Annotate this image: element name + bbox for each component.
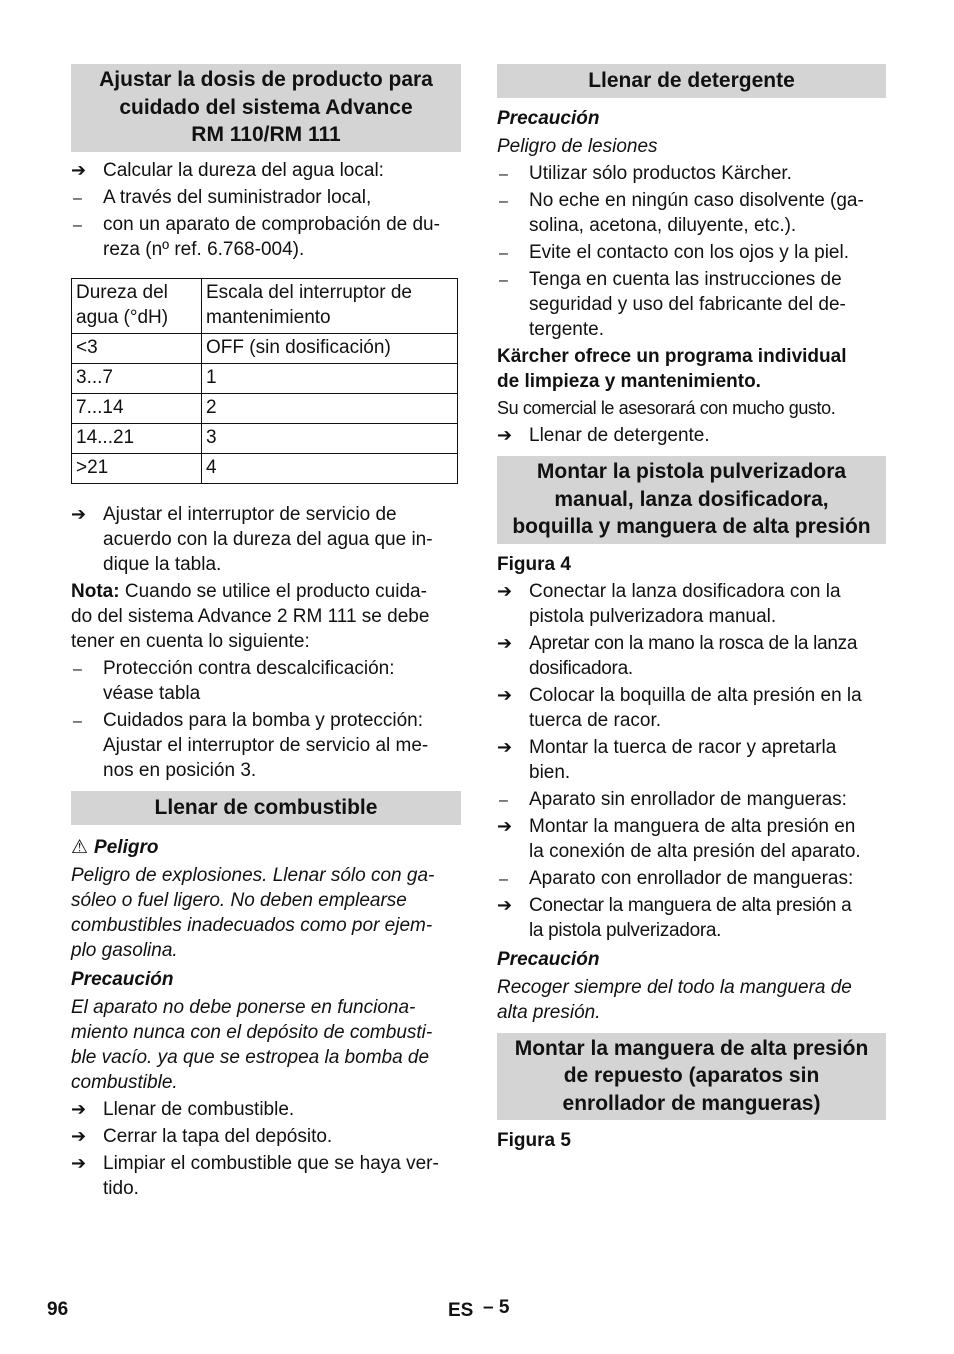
arrow-icon: ➔ (497, 684, 513, 705)
list-item: – Tenga en cuenta las instrucciones de seguridad y uso del fabricante del de- tergente. (499, 269, 846, 340)
table-header-row (72, 278, 458, 333)
arrow-icon: ➔ (497, 425, 513, 445)
language-code: ES (448, 1300, 474, 1321)
page-number: 96 (47, 1299, 69, 1320)
offer-bold-text: Kärcher ofrece un programa individual de limpieza y mantenimiento. (497, 346, 847, 392)
table-row (72, 423, 458, 453)
warning-triangle-icon: ⚠ (71, 836, 89, 858)
list-item: ➔ Cerrar la tapa del depósito. (71, 1125, 333, 1147)
heading-mount-gun: Montar la pistola pulverizadora manual, lanza dosificadora, boquilla y manguera de alta presión (497, 456, 886, 544)
mount-steps-list (497, 579, 886, 943)
arrow-icon: ➔ (71, 1098, 87, 1119)
list-item: ➔ Conectar la lanza dosificadora con la pistola pulverizadora manual. (497, 580, 841, 627)
dash-icon: – (73, 216, 82, 234)
caution-label: Precaución (71, 968, 174, 990)
dash-icon: – (499, 791, 508, 809)
arrow-icon: ➔ (497, 580, 513, 601)
dash-icon: – (499, 272, 508, 289)
right-column (497, 64, 886, 1155)
table-row (72, 453, 458, 483)
list-item: ➔ Llenar de detergente. (497, 425, 710, 446)
list-item: ➔ Colocar la boquilla de alta presión en la tuerca de racor. (497, 684, 862, 731)
list-item: ➔ Conectar la manguera de alta presión a la pistola pulverizadora. (497, 894, 852, 941)
heading-adjust-dose: Ajustar la dosis de producto para cuidado del sistema Advance RM 110/RM 111 (71, 64, 461, 152)
caution-text: El aparato no debe ponerse en funciona- miento nunca con el depósito de combusti- ble vacío. ya que se estropea la bomba de combustible. (71, 996, 433, 1093)
table-cell: 2 (202, 393, 458, 423)
list-item: – Aparato con enrollador de mangueras: (497, 866, 886, 891)
dash-icon: – (499, 193, 508, 210)
heading-mount-spare-hose: Montar la manguera de alta presión de repuesto (aparatos sin enrollador de mangueras) (497, 1033, 886, 1121)
dash-icon: – (499, 870, 508, 888)
table-cell: 14...21 (72, 423, 202, 453)
list-item: ➔ Calcular la dureza del agua local: (71, 159, 384, 181)
heading-fill-fuel: Llenar de combustible (71, 791, 461, 825)
table-cell: 1 (202, 363, 458, 393)
arrow-icon: ➔ (71, 1152, 87, 1173)
dash-icon: – (499, 166, 508, 183)
list-item: ➔ Apretar con la mano la rosca de la lanza dosificadora. (497, 632, 858, 679)
figure-4-label: Figura 4 (497, 553, 571, 575)
list-item: – A través del suministrador local, (71, 185, 461, 210)
table-cell: OFF (sin dosificación) (202, 333, 458, 363)
list-item: – Utilizar sólo productos Kärcher. (497, 161, 886, 186)
list-item: – Evite el contacto con los ojos y la piel. (497, 240, 886, 265)
list-item: – Cuidados para la bomba y protección: Ajustar el interruptor de servicio al me- nos en posición 3. (73, 709, 429, 781)
section-number: – 5 (483, 1297, 510, 1318)
list-item: ➔ Llenar de combustible. (71, 1098, 295, 1120)
list-item: – Protección contra descalcificación: véase tabla (73, 657, 395, 704)
table-cell: 3...7 (72, 363, 202, 393)
arrow-icon: ➔ (497, 894, 513, 915)
dash-icon: – (73, 712, 82, 730)
arrow-icon: ➔ (497, 632, 513, 653)
danger-label: ⚠ Peligro (71, 836, 159, 858)
table-row (72, 393, 458, 423)
arrow-icon: ➔ (71, 159, 87, 180)
arrow-icon: ➔ (497, 815, 513, 836)
left-column (71, 64, 461, 1203)
list-item: ➔ Montar la manguera de alta presión en la conexión de alta presión del aparato. (497, 815, 861, 862)
note-paragraph: Nota: Cuando se utilice el producto cuida- do del sistema Advance 2 RM 111 se debe tener en cuenta lo siguiente: (71, 580, 430, 652)
list-item: – Aparato sin enrollador de mangueras: (497, 787, 886, 812)
caution-label: Precaución (497, 948, 600, 970)
caution-label: Precaución (497, 108, 600, 129)
table-cell: 7...14 (72, 393, 202, 423)
danger-text: Peligro de explosiones. Llenar sólo con ga- sóleo o fuel ligero. No deben emplearse combustibles inadecuados como por ejem- plo gasolina. (71, 864, 435, 961)
dash-icon: – (73, 189, 82, 207)
table-header-cell: Dureza del agua (°dH) (72, 278, 202, 333)
table-cell: >21 (72, 453, 202, 483)
caution-text: Recoger siempre del todo la manguera de alta presión. (497, 976, 852, 1023)
list-item: – No eche en ningún caso disolvente (ga- solina, acetona, diluyente, etc.). (499, 190, 864, 236)
table-row (72, 363, 458, 393)
figure-5-label: Figura 5 (497, 1130, 571, 1151)
list-item: – con un aparato de comprobación de du- reza (nº ref. 6.768-004). (73, 213, 440, 260)
arrow-icon: ➔ (71, 503, 87, 524)
table-cell: 3 (202, 423, 458, 453)
heading-fill-detergent: Llenar de detergente (497, 64, 886, 98)
table-header-cell: Escala del interruptor de mantenimiento (202, 278, 458, 333)
list-item: ➔ Limpiar el combustible que se haya ver- tido. (71, 1152, 439, 1199)
arrow-icon: ➔ (71, 1125, 87, 1146)
table-row (72, 333, 458, 363)
caution-subtitle: Peligro de lesiones (497, 136, 658, 157)
arrow-icon: ➔ (497, 736, 513, 757)
dash-icon: – (499, 245, 508, 262)
dash-icon: – (73, 660, 82, 678)
list-item: ➔ Ajustar el interruptor de servicio de acuerdo con la dureza del agua que in- dique la tabla. (71, 503, 433, 575)
table-cell: 4 (202, 453, 458, 483)
offer-text: Su comercial le asesorará con mucho gusto. (497, 398, 836, 418)
list-item: ➔ Montar la tuerca de racor y apretarla bien. (497, 736, 837, 783)
table-cell: <3 (72, 333, 202, 363)
water-hardness-table (71, 278, 458, 484)
